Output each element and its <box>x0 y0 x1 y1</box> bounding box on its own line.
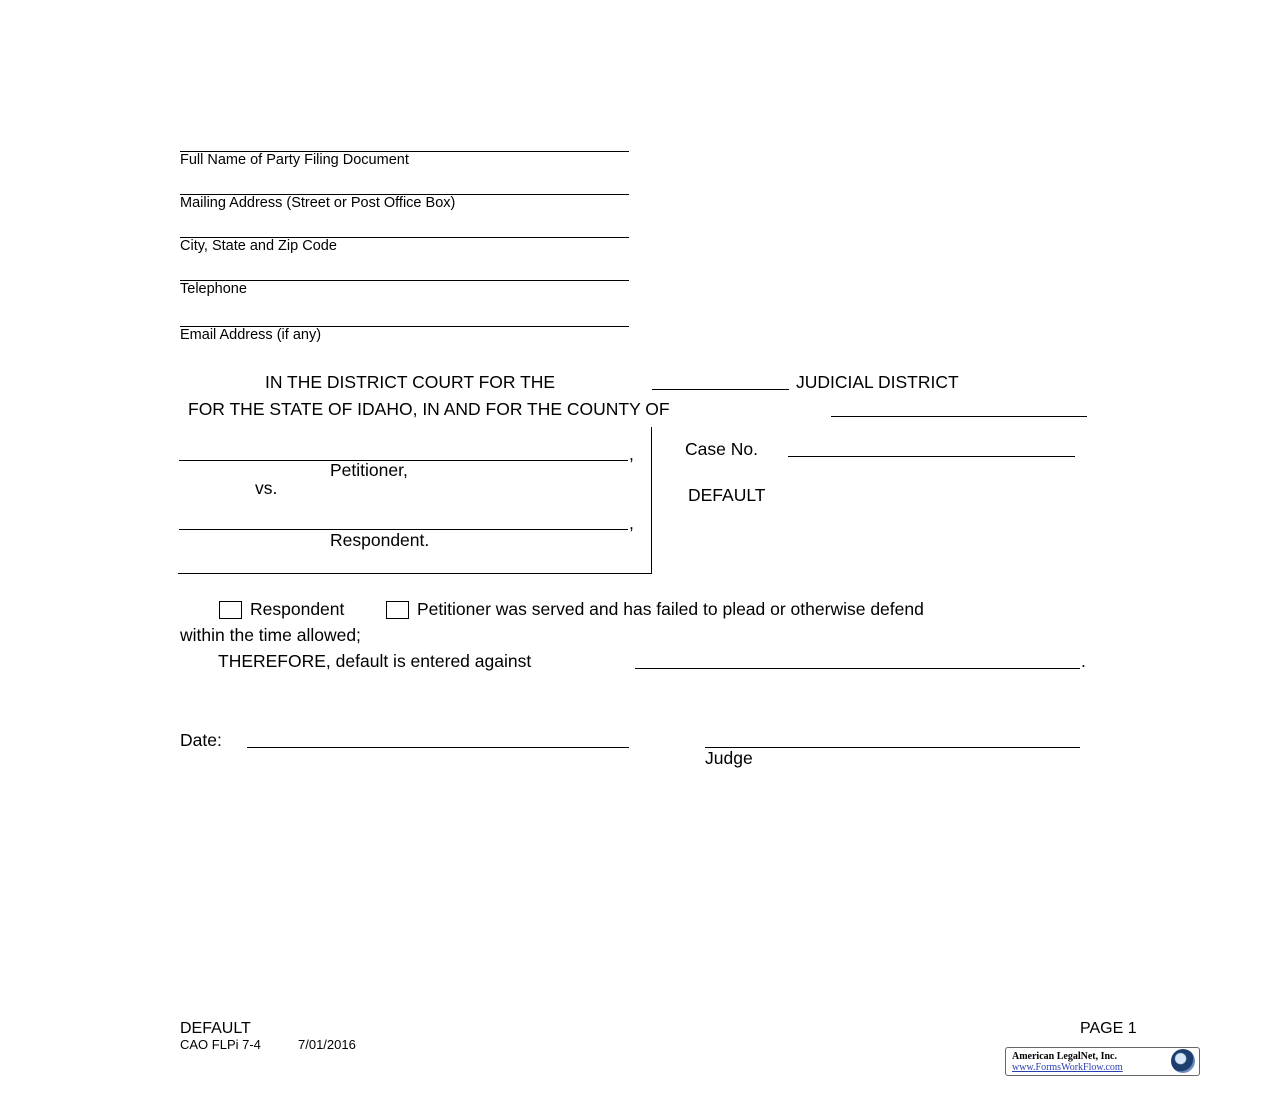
served-text: Petitioner was served and has failed to plead or otherwise defend <box>417 599 924 619</box>
page-number: PAGE 1 <box>1080 1020 1137 1037</box>
date-field[interactable] <box>247 747 629 748</box>
period: . <box>1081 651 1086 671</box>
respondent-label: Respondent. <box>330 530 430 550</box>
default-against-field[interactable] <box>635 668 1080 669</box>
city-field-label: City, State and Zip Code <box>180 238 337 254</box>
name-field-label: Full Name of Party Filing Document <box>180 152 409 168</box>
served-text-cont: within the time allowed; <box>180 625 361 645</box>
logo-url[interactable]: www.FormsWorkFlow.com <box>1012 1062 1123 1073</box>
petitioner-checkbox[interactable] <box>386 601 409 619</box>
date-label: Date: <box>180 730 222 750</box>
court-heading-2: FOR THE STATE OF IDAHO, IN AND FOR THE COUNTY OF <box>188 399 670 419</box>
american-legalnet-logo[interactable] <box>1005 1047 1200 1076</box>
form-date: 7/01/2016 <box>298 1037 356 1052</box>
case-no-label: Case No. <box>685 439 758 459</box>
vs-label: vs. <box>255 478 278 498</box>
court-heading-1-suffix: JUDICIAL DISTRICT <box>796 372 959 392</box>
court-heading-1: IN THE DISTRICT COURT FOR THE <box>265 372 556 392</box>
telephone-field-label: Telephone <box>180 281 247 297</box>
address-field-label: Mailing Address (Street or Post Office Box) <box>180 195 456 211</box>
caption-divider <box>651 427 652 573</box>
therefore-text: THEREFORE, default is entered against <box>218 651 532 671</box>
county-field[interactable] <box>831 416 1087 417</box>
caption-bottom-rule <box>178 573 652 574</box>
document-title: DEFAULT <box>688 485 766 505</box>
judge-signature-field[interactable] <box>705 747 1080 748</box>
logo-name: American LegalNet, Inc. <box>1012 1051 1117 1062</box>
form-id: CAO FLPi 7-4 <box>180 1037 261 1052</box>
comma: , <box>629 513 634 533</box>
telephone-field-line[interactable] <box>180 280 629 281</box>
petitioner-label: Petitioner, <box>330 460 408 480</box>
district-field[interactable] <box>652 389 789 390</box>
respondent-checkbox[interactable] <box>219 601 242 619</box>
respondent-option-label: Respondent <box>250 599 345 619</box>
globe-icon <box>1171 1049 1195 1073</box>
case-no-field[interactable] <box>788 456 1075 457</box>
footer-title: DEFAULT <box>180 1020 251 1037</box>
comma: , <box>629 444 634 464</box>
email-field-label: Email Address (if any) <box>180 327 322 343</box>
judge-label: Judge <box>705 748 753 768</box>
